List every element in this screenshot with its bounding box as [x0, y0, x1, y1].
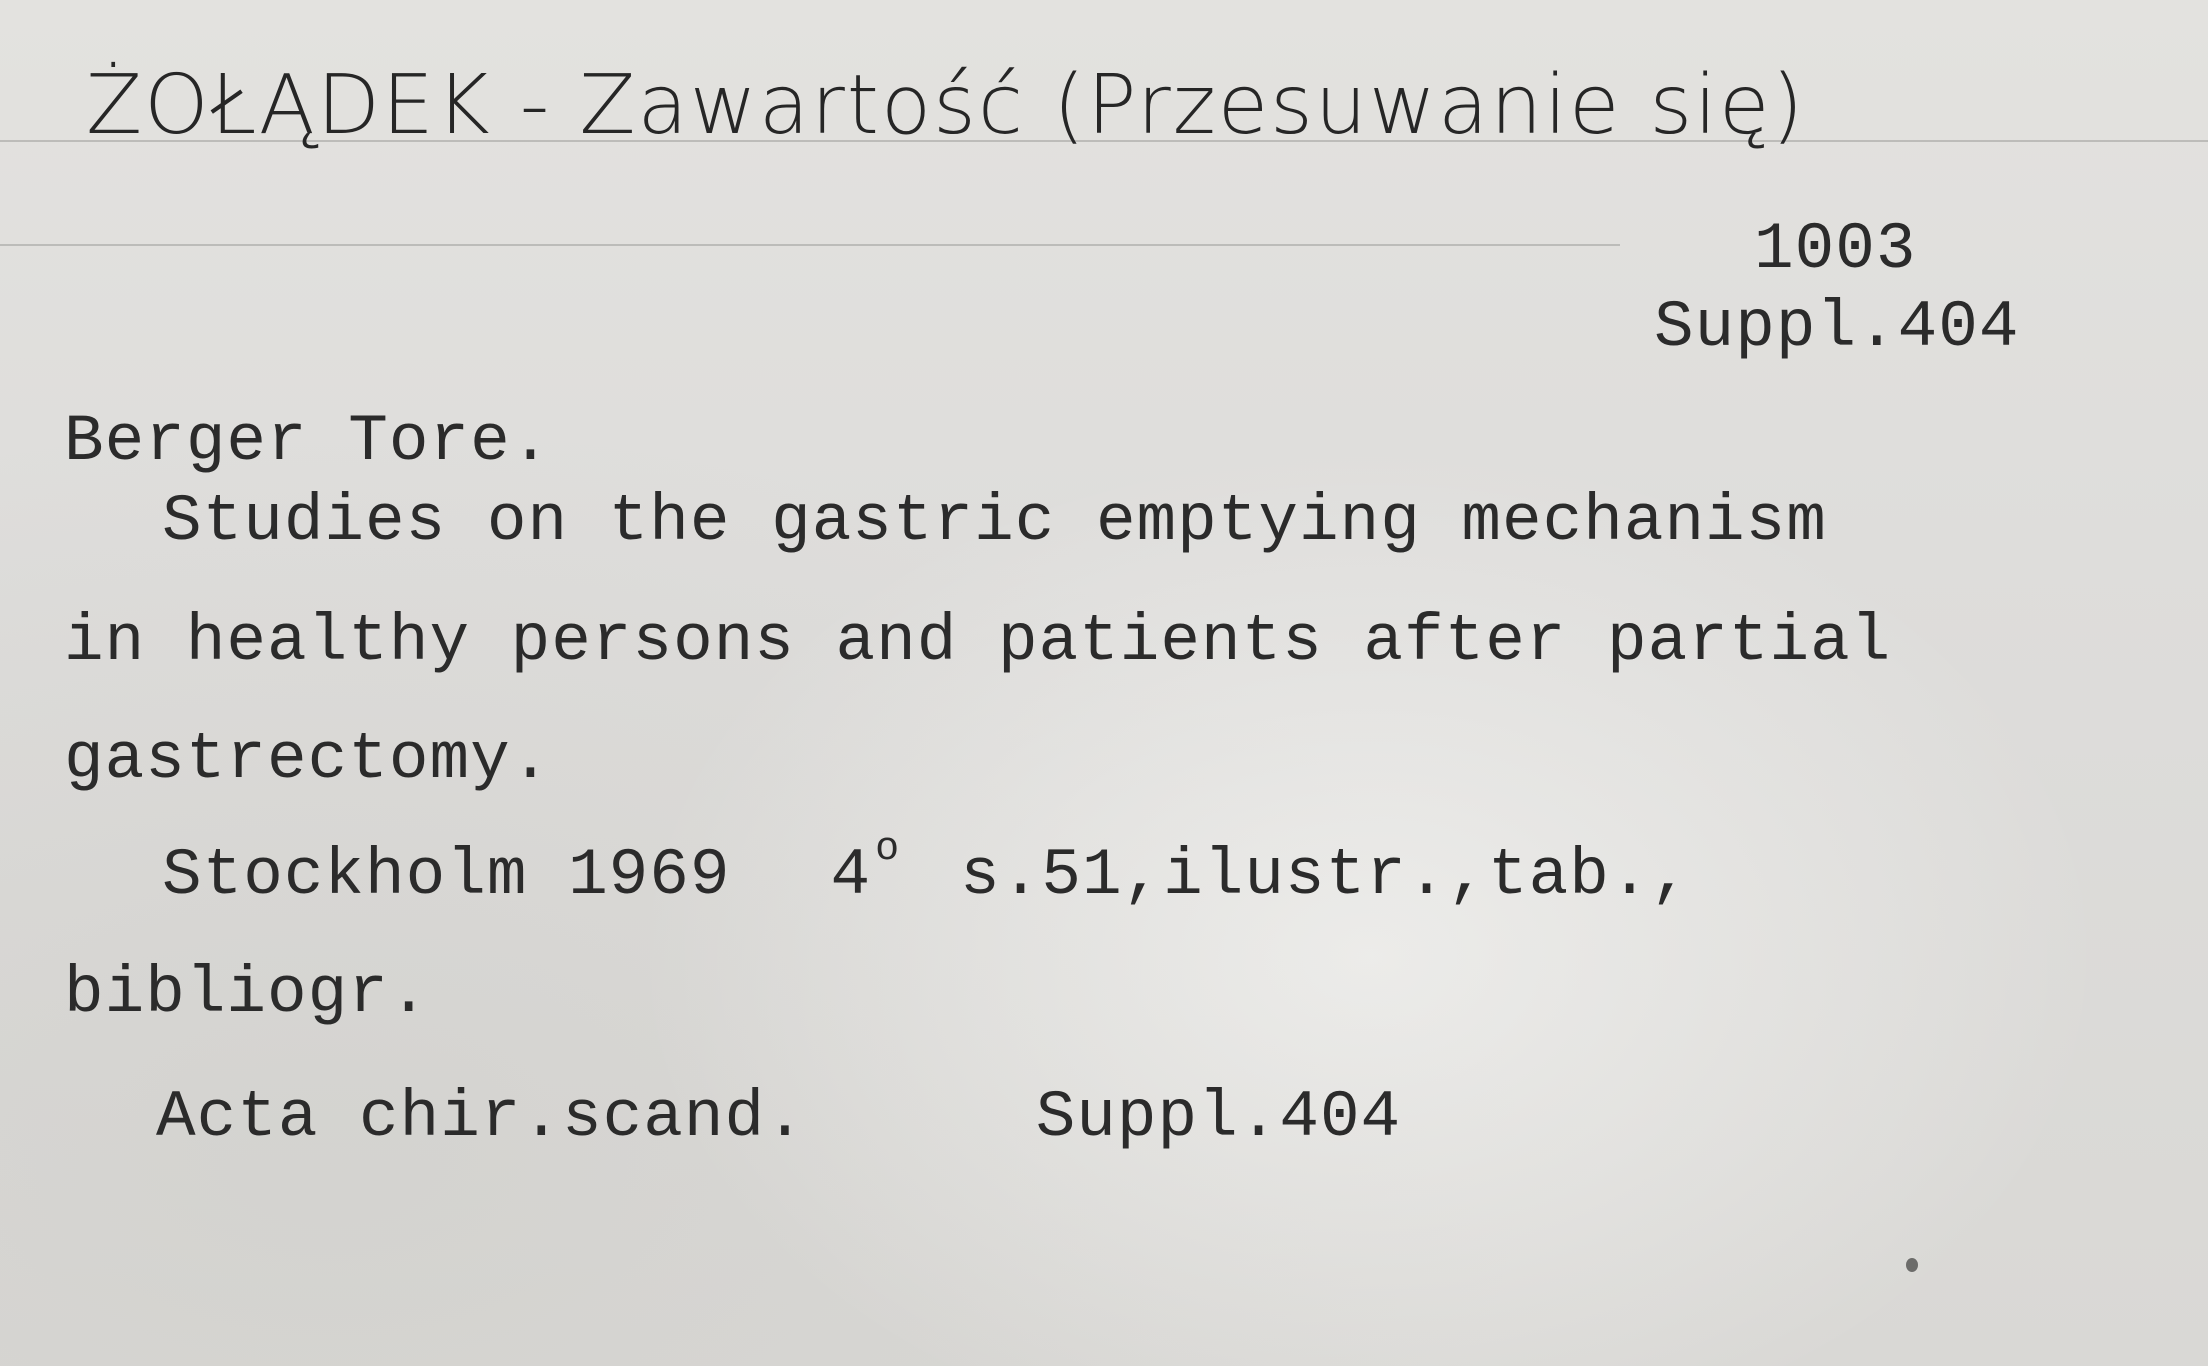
call-number-line-1: 1003	[1754, 212, 1917, 287]
subject-heading: ŻOŁĄDEK - Zawartość (Przesuwanie się)	[86, 58, 1806, 153]
call-number-line-2: Suppl.404	[1654, 290, 2020, 365]
title-line-3: gastrectomy.	[64, 722, 552, 797]
title-line-1: Studies on the gastric emptying mechanism	[162, 484, 1827, 559]
format-degree: o	[875, 827, 901, 872]
format-number: 4	[830, 838, 872, 913]
imprint-line-2: bibliogr.	[64, 956, 430, 1031]
imprint-place-year: Stockholm 1969	[162, 838, 731, 913]
imprint-description: s.51,ilustr.,tab.,	[960, 838, 1692, 913]
title-line-2: in healthy persons and patients after partial	[64, 604, 1892, 679]
card-rule-second	[0, 244, 1620, 246]
imprint-line-1	[162, 827, 1692, 913]
ink-speck	[1906, 1258, 1918, 1272]
author: Berger Tore.	[64, 404, 552, 479]
series-volume: Suppl.404	[1035, 1080, 1402, 1155]
series-name: Acta chir.scand.	[156, 1080, 806, 1155]
series-line	[156, 1080, 1401, 1155]
